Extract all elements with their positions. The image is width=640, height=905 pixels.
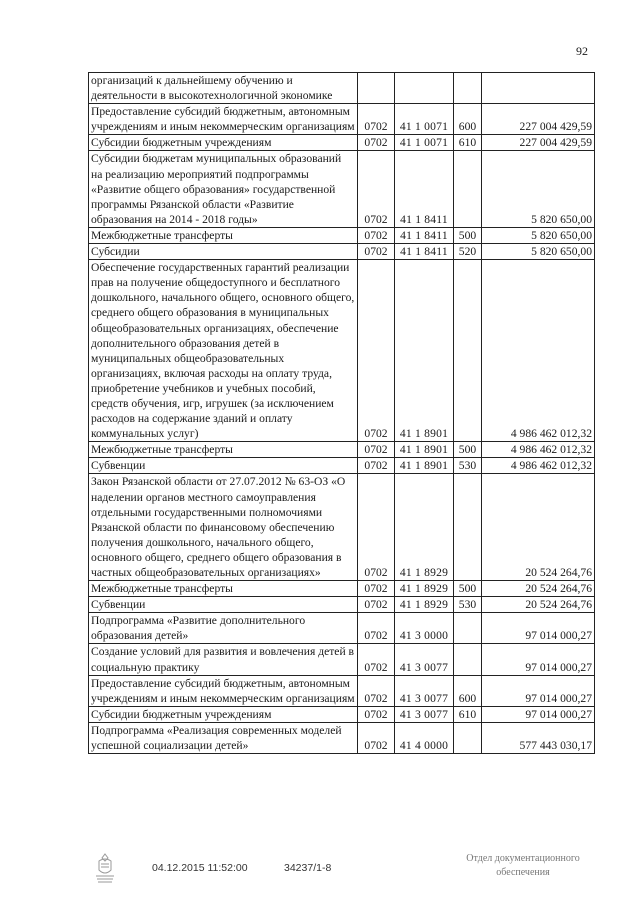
row-amount: 4 986 462 012,32 [482, 260, 595, 442]
table-row [89, 135, 595, 151]
row-target-article: 41 3 0077 [395, 675, 454, 706]
row-name: Предоставление субсидий бюджетным, автономным учреждениям и иным некоммерческим организациям [89, 104, 358, 135]
row-name: Создание условий для развития и вовлечения детей в социальную практику [89, 644, 358, 675]
row-section-code: 0702 [358, 581, 395, 597]
row-section-code: 0702 [358, 104, 395, 135]
table-row [89, 458, 595, 474]
footer-datetime: 04.12.2015 11:52:00 [152, 862, 248, 874]
row-section-code: 0702 [358, 675, 395, 706]
row-amount: 20 524 264,76 [482, 474, 595, 581]
row-expense-type: 600 [454, 675, 482, 706]
row-section-code: 0702 [358, 644, 395, 675]
row-amount: 5 820 650,00 [482, 227, 595, 243]
row-section-code [358, 73, 395, 104]
row-amount: 97 014 000,27 [482, 644, 595, 675]
row-amount: 227 004 429,59 [482, 135, 595, 151]
row-target-article: 41 1 8411 [395, 151, 454, 227]
emblem-icon [92, 852, 118, 886]
table-row [89, 73, 595, 104]
row-section-code: 0702 [358, 244, 395, 260]
row-expense-type [454, 613, 482, 644]
row-name: Субсидии бюджетным учреждениям [89, 706, 358, 722]
row-amount: 97 014 000,27 [482, 675, 595, 706]
department-stamp [448, 852, 598, 880]
table-row [89, 474, 595, 581]
row-target-article: 41 1 0071 [395, 104, 454, 135]
row-amount [482, 73, 595, 104]
row-expense-type: 600 [454, 104, 482, 135]
page-number: 92 [576, 44, 588, 58]
row-name: Подпрограмма «Развитие дополнительного образования детей» [89, 613, 358, 644]
row-target-article: 41 1 8929 [395, 581, 454, 597]
footer-document-code: 34237/1-8 [284, 862, 332, 874]
row-amount: 4 986 462 012,32 [482, 442, 595, 458]
row-target-article: 41 1 8901 [395, 260, 454, 442]
row-section-code: 0702 [358, 260, 395, 442]
row-target-article: 41 1 8929 [395, 597, 454, 613]
row-section-code: 0702 [358, 227, 395, 243]
stamp-line: обеспечения [496, 867, 550, 878]
table-row [89, 260, 595, 442]
table-row [89, 104, 595, 135]
row-section-code: 0702 [358, 706, 395, 722]
row-section-code: 0702 [358, 722, 395, 753]
row-name: Субсидии [89, 244, 358, 260]
row-amount: 227 004 429,59 [482, 104, 595, 135]
row-expense-type: 500 [454, 227, 482, 243]
row-name: Закон Рязанской области от 27.07.2012 № 63-ОЗ «О наделении органов местного самоуправления отдельными государственными полномочиями Рязанской области по финансовому обеспечению получения дошкольного, начального общего, основного общего, среднего общего образования в частных общеобразовательных организациях» [89, 474, 358, 581]
row-section-code: 0702 [358, 151, 395, 227]
budget-table [88, 72, 595, 754]
table-row [89, 675, 595, 706]
row-expense-type: 500 [454, 442, 482, 458]
row-target-article: 41 1 0071 [395, 135, 454, 151]
row-target-article: 41 1 8929 [395, 474, 454, 581]
row-name: Субвенции [89, 597, 358, 613]
row-amount: 577 443 030,17 [482, 722, 595, 753]
row-expense-type [454, 722, 482, 753]
row-amount: 5 820 650,00 [482, 244, 595, 260]
row-name: Субвенции [89, 458, 358, 474]
row-section-code: 0702 [358, 597, 395, 613]
table-row [89, 597, 595, 613]
table-row [89, 442, 595, 458]
row-amount: 4 986 462 012,32 [482, 458, 595, 474]
row-expense-type: 500 [454, 581, 482, 597]
row-name: Субсидии бюджетам муниципальных образований на реализацию мероприятий подпрограммы «Развитие общего образования» государственной программы Рязанской области «Развитие образования на 2014 - 2018 годы» [89, 151, 358, 227]
row-name: Подпрограмма «Реализация современных моделей успешной социализации детей» [89, 722, 358, 753]
table-row [89, 227, 595, 243]
row-target-article: 41 3 0077 [395, 644, 454, 675]
table-row [89, 613, 595, 644]
row-name: организаций к дальнейшему обучению и деятельности в высокотехнологичной экономике [89, 73, 358, 104]
table-row [89, 706, 595, 722]
row-name: Межбюджетные трансферты [89, 581, 358, 597]
row-name: Предоставление субсидий бюджетным, автономным учреждениям и иным некоммерческим организациям [89, 675, 358, 706]
row-expense-type [454, 73, 482, 104]
table-row [89, 151, 595, 227]
row-amount: 97 014 000,27 [482, 613, 595, 644]
row-amount: 20 524 264,76 [482, 581, 595, 597]
row-section-code: 0702 [358, 613, 395, 644]
table-row [89, 244, 595, 260]
table-row [89, 722, 595, 753]
row-name: Межбюджетные трансферты [89, 442, 358, 458]
budget-table-body [89, 73, 595, 754]
row-expense-type [454, 151, 482, 227]
row-expense-type [454, 474, 482, 581]
stamp-line: Отдел документационного [466, 853, 580, 864]
row-target-article: 41 4 0000 [395, 722, 454, 753]
row-expense-type: 520 [454, 244, 482, 260]
row-amount: 5 820 650,00 [482, 151, 595, 227]
row-amount: 20 524 264,76 [482, 597, 595, 613]
row-expense-type [454, 260, 482, 442]
row-target-article: 41 1 8411 [395, 244, 454, 260]
row-expense-type [454, 644, 482, 675]
row-name: Субсидии бюджетным учреждениям [89, 135, 358, 151]
row-target-article: 41 3 0077 [395, 706, 454, 722]
row-target-article: 41 1 8901 [395, 442, 454, 458]
row-expense-type: 610 [454, 135, 482, 151]
row-section-code: 0702 [358, 135, 395, 151]
table-row [89, 644, 595, 675]
row-section-code: 0702 [358, 442, 395, 458]
row-expense-type: 530 [454, 458, 482, 474]
row-name: Межбюджетные трансферты [89, 227, 358, 243]
row-section-code: 0702 [358, 458, 395, 474]
row-target-article: 41 3 0000 [395, 613, 454, 644]
row-expense-type: 530 [454, 597, 482, 613]
row-name: Обеспечение государственных гарантий реализации прав на получение общедоступного и бесплатного дошкольного, начального общего, основного общего, среднего общего образования в муниципальных общеобразовательных организациях, обеспечение дополнительного образования детей в муниципальных общеобразовательных организациях, включая расходы на оплату труда, приобретение учебников и учебных пособий, средств обучения, игр, игрушек (за исключением расходов на содержание зданий и оплату коммунальных услуг) [89, 260, 358, 442]
row-amount: 97 014 000,27 [482, 706, 595, 722]
row-target-article [395, 73, 454, 104]
row-expense-type: 610 [454, 706, 482, 722]
row-section-code: 0702 [358, 474, 395, 581]
table-row [89, 581, 595, 597]
row-target-article: 41 1 8901 [395, 458, 454, 474]
row-target-article: 41 1 8411 [395, 227, 454, 243]
